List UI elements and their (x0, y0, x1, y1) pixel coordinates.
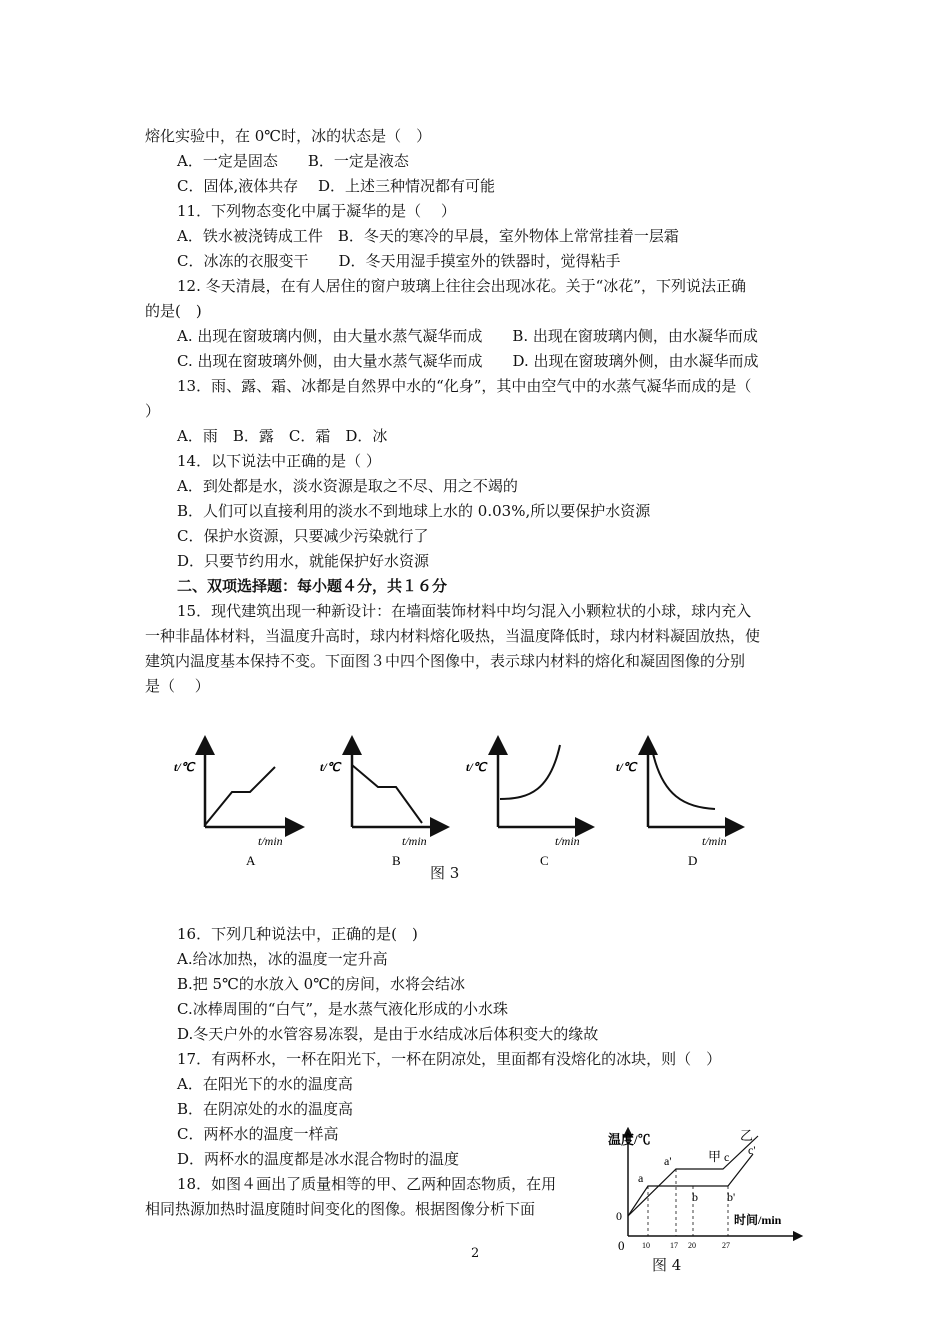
text-line: A.给冰加热，冰的温度一定升高 (177, 950, 388, 968)
text-line: B．在阴凉处的水的温度高 (177, 1100, 354, 1118)
text-line: A．一定是固态 B．一定是液态 (177, 152, 409, 170)
graph-b-xlabel: t/min (402, 834, 427, 848)
graph-c-xlabel: t/min (555, 834, 580, 848)
text-line: D．两杯水的温度都是冰水混合物时的温度 (177, 1150, 460, 1168)
figure-4-series-jia: 甲 (708, 1149, 722, 1164)
figure-4-origin: 0 (618, 1238, 625, 1253)
figure-3-graphs (170, 735, 750, 885)
text-line: A．雨 B．露 C．霜 D．冰 (177, 427, 388, 445)
text-line: B．人们可以直接利用的淡水不到地球上水的 0.03%,所以要保护水资源 (177, 502, 651, 520)
figure-4-tick: 20 (688, 1241, 696, 1250)
text-line: 一种非晶体材料，当温度升高时，球内材料熔化吸热，当温度降低时，球内材料凝固放热，使 (145, 627, 761, 645)
text-line: 14．以下说法中正确的是（ ） (177, 452, 381, 470)
text-line: 15．现代建筑出现一种新设计：在墙面装饰材料中均匀混入小颗粒状的小球，球内充入 (177, 602, 752, 620)
text-line: A．到处都是水，淡水资源是取之不尽、用之不竭的 (177, 477, 518, 495)
graph-d (616, 745, 735, 868)
figure-4-xlabel: 时间/min (734, 1213, 782, 1227)
figure-4-point-b-prime: b' (727, 1190, 736, 1204)
figure-4-tick: 10 (642, 1241, 650, 1250)
graph-a-label: A (246, 853, 256, 868)
graph-d-xlabel: t/min (702, 834, 727, 848)
figure-4-ylabel: 温度/℃ (608, 1132, 651, 1147)
graph-c-label: C (540, 853, 549, 868)
text-line: C．冰冻的衣服变干 D．冬天用湿手摸室外的铁器时，觉得粘手 (177, 252, 621, 270)
graph-a-ylabel: t/℃ (174, 760, 195, 774)
text-line: D.冬天户外的水管容易冻裂，是由于水结成冰后体积变大的缘故 (177, 1025, 599, 1043)
graph-c-ylabel: t/℃ (466, 760, 487, 774)
text-line: 熔化实验中，在 0℃时，冰的状态是（ ） (145, 127, 432, 145)
figure-3 (170, 735, 750, 885)
graph-d-ylabel: t/℃ (616, 760, 637, 774)
text-line: 建筑内温度基本保持不变。下面图３中四个图像中，表示球内材料的熔化和凝固图像的分别 (145, 652, 746, 670)
graph-b-label: B (392, 853, 401, 868)
graph-b (320, 745, 440, 868)
figure-4-point-a: a (638, 1171, 644, 1185)
figure-4-series-yi: 乙 (740, 1128, 754, 1143)
text-line: ） (145, 402, 161, 420)
text-line: B.把 5℃的水放入 0℃的房间，水将会结冰 (177, 975, 465, 993)
figure-3-caption: 图 3 (430, 864, 460, 882)
figure-4-origin-y: 0 (616, 1209, 622, 1223)
figure-4-graph (608, 1124, 808, 1254)
text-line: C.冰棒周围的“白气”，是水蒸气液化形成的小水珠 (177, 1000, 509, 1018)
text-line: A．铁水被浇铸成工件 B．冬天的寒冷的早晨，室外物体上常常挂着一层霜 (177, 227, 679, 245)
figure-4-point-c: c (724, 1150, 730, 1164)
graph-a (174, 745, 295, 868)
text-line: C．保护水资源，只要减少污染就行了 (177, 527, 429, 545)
text-line: 12. 冬天清晨，在有人居住的窗户玻璃上往往会出现冰花。关于“冰花”，下列说法正确 (177, 277, 746, 295)
section-heading: 二、双项选择题：每小题４分，共１６分 (177, 577, 448, 595)
page-number: 2 (471, 1246, 480, 1261)
text-line: C．固体,液体共存 D．上述三种情况都有可能 (177, 177, 496, 195)
text-line: 相同热源加热时温度随时间变化的图像。根据图像分析下面 (145, 1200, 536, 1218)
text-line: A. 出现在窗玻璃内侧，由大量水蒸气凝华而成 B. 出现在窗玻璃内侧，由水凝华而成 (177, 327, 758, 345)
text-line: A．在阳光下的水的温度高 (177, 1075, 353, 1093)
text-line: D．只要节约用水，就能保护好水资源 (177, 552, 430, 570)
graph-d-label: D (688, 853, 698, 868)
figure-4-point-c-prime: c' (748, 1143, 756, 1157)
graph-b-ylabel: t/℃ (320, 760, 341, 774)
text-line: 18．如图４画出了质量相等的甲、乙两种固态物质，在用 (177, 1175, 557, 1193)
figure-4 (608, 1124, 808, 1276)
text-line: 16．下列几种说法中，正确的是( ) (177, 925, 418, 943)
text-line: 11．下列物态变化中属于凝华的是（ ） (177, 202, 456, 220)
figure-4-point-b: b (692, 1190, 698, 1204)
text-line: 的是( ) (145, 302, 202, 320)
text-line: 17．有两杯水，一杯在阳光下，一杯在阴凉处，里面都有没熔化的冰块，则（ ） (177, 1050, 722, 1068)
figure-4-tick: 27 (722, 1241, 730, 1250)
figure-4-caption: 图 4 (652, 1256, 682, 1274)
figure-4-tick: 17 (670, 1241, 678, 1250)
text-line: 13．雨、露、霜、冰都是自然界中水的“化身”，其中由空气中的水蒸气凝华而成的是（ (177, 377, 752, 395)
graph-c (466, 745, 585, 868)
text-line: 是（ ） (145, 677, 210, 695)
figure-4-point-a-prime: a' (664, 1154, 672, 1168)
text-line: C. 出现在窗玻璃外侧，由大量水蒸气凝华而成 D. 出现在窗玻璃外侧，由水凝华而成 (177, 352, 759, 370)
text-line: C．两杯水的温度一样高 (177, 1125, 339, 1143)
graph-a-xlabel: t/min (258, 834, 283, 848)
